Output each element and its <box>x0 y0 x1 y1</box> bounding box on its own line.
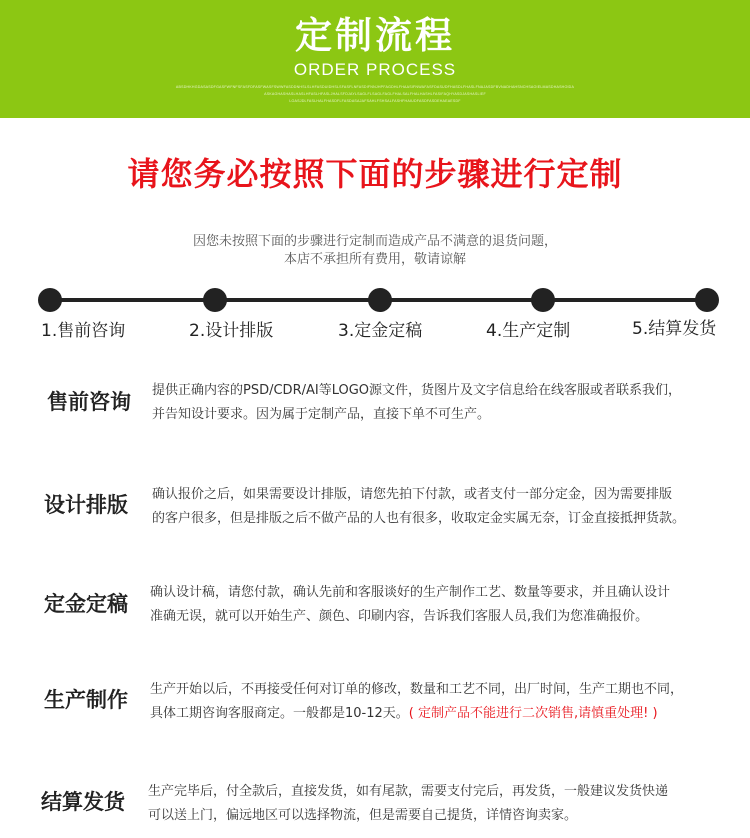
step-label: 1.售前咨询 <box>41 321 126 341</box>
section-line <box>150 702 730 726</box>
section-body <box>148 780 728 828</box>
warning-text: ( 定制产品不能进行二次销售,请慎重处理! ) <box>408 706 658 721</box>
notice-line: 因您未按照下面的步骤进行定制而造成产品不满意的退货问题， <box>192 234 557 249</box>
timeline-dot <box>368 288 392 312</box>
section-line: 确认报价之后，如果需要设计排版，请您先拍下付款，或者支付一部分定金，因为需要排版 <box>152 487 673 502</box>
header-banner <box>0 0 750 118</box>
timeline-dot <box>531 288 555 312</box>
step-label: 4.生产定制 <box>486 321 571 341</box>
section-line: 准确无误，就可以开始生产、颜色、印刷内容，告诉我们客服人员,我们为您准确报价。 <box>150 609 649 624</box>
section-line-text: 具体工期咨询客服商定。一般都是10-12天。 <box>150 706 409 721</box>
notice-line: 本店不承担所有费用，敬请谅解 <box>283 252 466 267</box>
banner-fine-print: ABSDHKHGDASASDFGASFWFNFSFASFDFASFWASFSWWFASDDNHSLSLHFASDUIDHSLSFASFLNFASDIFNNJHPFAGDHLFHAASIFNWAFASFDASUDFHASDLFHASLFNAJASDFBVNADHAHSNCHSAOIELMASDHASHOIDA <box>175 85 575 89</box>
banner-fine-print: ASKAGHASHASLHASLHFASLHFASLJHALSFDJAYLSAGLFLSAGLFAGLFHALSALFHALHASHLFASIFAQHYASDJASHASLIEF <box>264 92 486 96</box>
section-line: 并告知设计要求。因为属于定制产品，直接下单不可生产。 <box>152 407 491 422</box>
main-headline: 请您务必按照下面的步骤进行定制 <box>127 155 623 193</box>
section-line: 生产完毕后，付全款后，直接发货，如有尾款，需要支付完后，再发货，一般建议发货快递 <box>148 784 669 799</box>
section-body <box>150 581 730 629</box>
section-body <box>152 379 732 427</box>
section-line: 确认设计稿，请您付款，确认先前和客服谈好的生产制作工艺、数量等要求，并且确认设计 <box>150 585 671 600</box>
timeline-dot <box>695 288 719 312</box>
step-label: 5.结算发货 <box>632 319 717 339</box>
banner-subtitle: ORDER PROCESS <box>293 60 457 79</box>
timeline-dot <box>38 288 62 312</box>
timeline-dot <box>203 288 227 312</box>
section-title: 定金定稿 <box>44 592 128 616</box>
section-body <box>150 678 730 726</box>
section-title: 设计排版 <box>44 493 128 517</box>
step-label: 2.设计排版 <box>189 321 274 341</box>
banner-title: 定制流程 <box>295 14 455 57</box>
step-label: 3.定金定稿 <box>338 321 423 341</box>
section-line: 的客户很多，但是排版之后不做产品的人也有很多，收取定金实属无奈，订金直接抵押货款。 <box>152 511 686 526</box>
banner-fine-print: LOASJDLFASLHALFHASDFLFASDASAJAFSAHLFSHSALFASHFHAIUDFASDFASDEHAEAESDF <box>289 99 461 103</box>
section-title: 生产制作 <box>44 688 128 712</box>
section-title: 结算发货 <box>41 790 125 814</box>
section-line: 生产开始以后，不再接受任何对订单的修改，数量和工艺不同，出厂时间，生产工期也不同， <box>150 682 684 697</box>
section-body <box>152 483 732 531</box>
section-line: 可以送上门，偏远地区可以选择物流，但是需要自己提货，详情咨询卖家。 <box>148 808 578 823</box>
section-title: 售前咨询 <box>47 390 131 414</box>
section-line: 提供正确内容的PSD/CDR/AI等LOGO源文件，货图片及文字信息给在线客服或者联系我们， <box>152 383 682 398</box>
